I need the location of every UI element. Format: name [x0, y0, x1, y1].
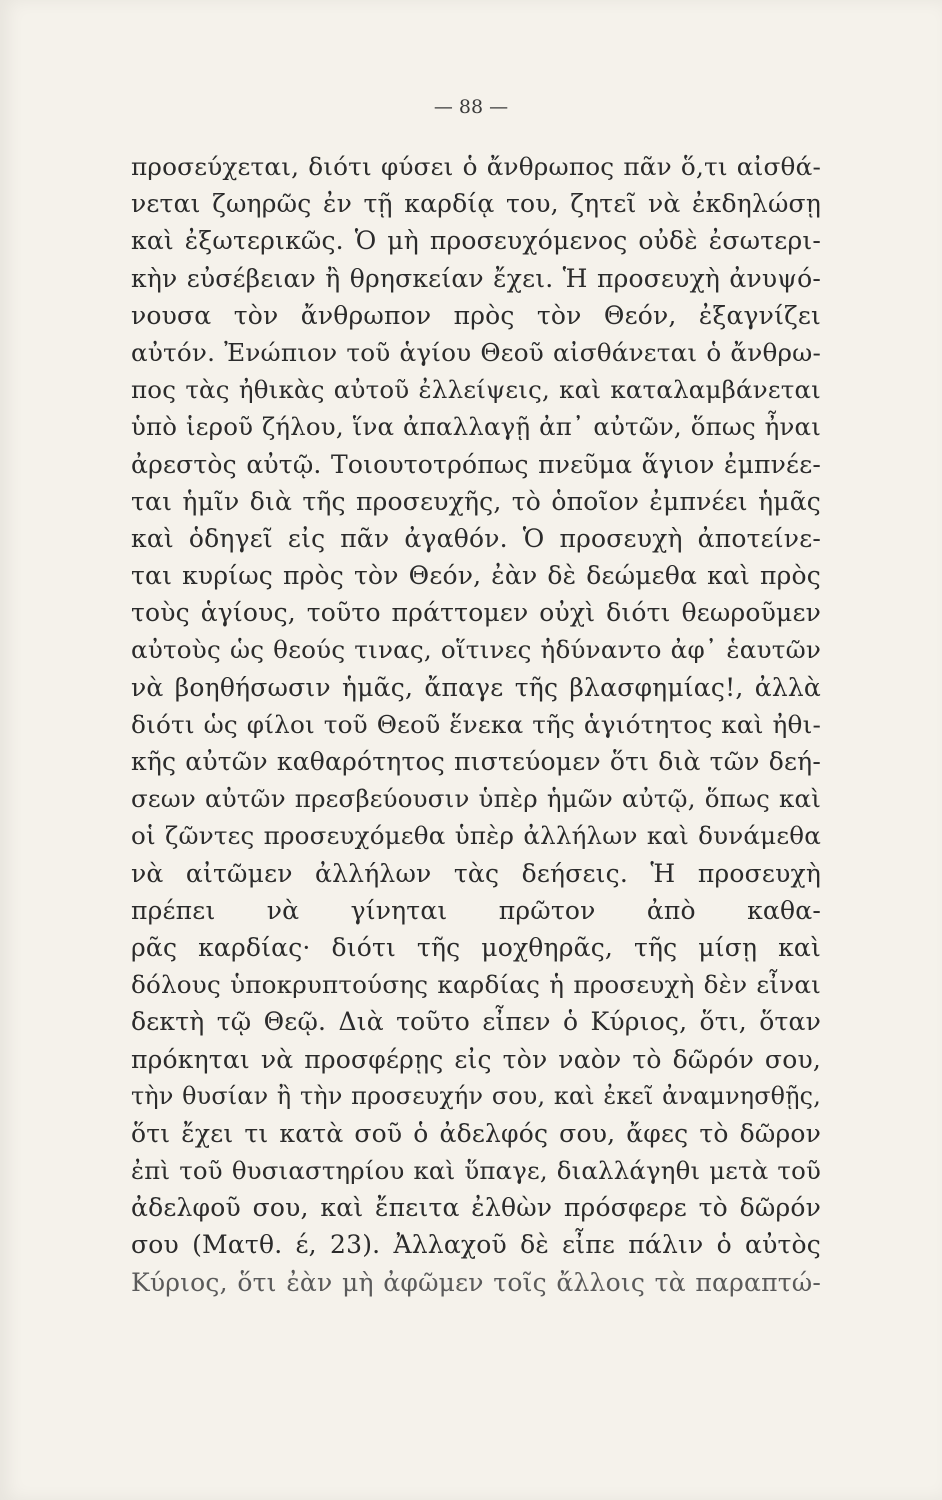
text-line: κὴν εὐσέβειαν ἢ θρησκείαν ἔχει. Ἡ προσευχὴ ἀνυψό-: [131, 263, 821, 293]
text-line: ται κυρίως πρὸς τὸν Θεόν, ἐὰν δὲ δεώμεθα καὶ πρὸς: [131, 561, 821, 591]
text-line: νεται ζωηρῶς ἐν τῇ καρδίᾳ του, ζητεῖ νὰ ἐκδηλώσῃ: [131, 189, 821, 219]
text-line: τὴν θυσίαν ἢ τὴν προσευχήν σου, καὶ ἐκεῖ ἀναμνησθῇς,: [131, 1081, 821, 1110]
text-line: σεων αὐτῶν πρεσβεύουσιν ὑπὲρ ἡμῶν αὐτῷ, ὅπως καὶ: [131, 784, 821, 814]
text-line: ρᾶς καρδίας· διότι τῆς μοχθηρᾶς, τῆς μίσῃ καὶ: [131, 932, 821, 962]
body-text: [131, 148, 821, 1301]
text-line: οἱ ζῶντες προσευχόμεθα ὑπὲρ ἀλλήλων καὶ δυνάμεθα: [131, 821, 821, 851]
text-line: σου (Ματθ. έ, 23). Ἀλλαχοῦ δὲ εἶπε πάλιν ὁ αὐτὸς: [131, 1230, 821, 1260]
text-line: νουσα τὸν ἄνθρωπον πρὸς τὸν Θεόν, ἐξαγνίζει: [131, 300, 821, 330]
text-line: αὐτοὺς ὡς θεούς τινας, οἵτινες ἠδύναντο ἀφ᾽ ἑαυτῶν: [131, 635, 821, 665]
text-line: ἐπὶ τοῦ θυσιαστηρίου καὶ ὕπαγε, διαλλάγηθι μετὰ τοῦ: [131, 1156, 821, 1186]
text-line: καὶ ἐξωτερικῶς. Ὁ μὴ προσευχόμενος οὐδὲ ἐσωτερι-: [131, 226, 821, 256]
text-line: δεκτὴ τῷ Θεῷ. Διὰ τοῦτο εἶπεν ὁ Κύριος, ὅτι, ὅταν: [131, 1007, 821, 1037]
text-line: διότι ὡς φίλοι τοῦ Θεοῦ ἕνεκα τῆς ἁγιότητος καὶ ἠθι-: [131, 709, 821, 739]
text-line: αὐτόν. Ἐνώπιον τοῦ ἁγίου Θεοῦ αἰσθάνεται ὁ ἄνθρω-: [131, 337, 821, 367]
text-line: πρέπει νὰ γίνηται πρῶτον ἀπὸ καθα-: [131, 895, 821, 925]
text-line: πος τὰς ἠθικὰς αὐτοῦ ἐλλείψεις, καὶ καταλαμβάνεται: [131, 375, 821, 405]
text-line: ται ἡμῖν διὰ τῆς προσευχῆς, τὸ ὁποῖον ἐμπνέει ἡμᾶς: [131, 486, 821, 516]
text-line: τοὺς ἁγίους, τοῦτο πράττομεν οὐχὶ διότι θεωροῦμεν: [131, 598, 821, 628]
text-line: δόλους ὑποκρυπτούσης καρδίας ἡ προσευχὴ δὲν εἶναι: [131, 970, 821, 1000]
text-line: καὶ ὁδηγεῖ εἰς πᾶν ἀγαθόν. Ὁ προσευχὴ ἀποτείνε-: [131, 523, 821, 553]
text-line: πρόκηται νὰ προσφέρῃς εἰς τὸν ναὸν τὸ δῶρόν σου,: [131, 1044, 821, 1074]
text-line: προσεύχεται, διότι φύσει ὁ ἄνθρωπος πᾶν ὅ,τι αἰσθά-: [131, 152, 821, 181]
page-number: — 88 —: [433, 96, 509, 118]
text-line: νὰ αἰτῶμεν ἀλλήλων τὰς δεήσεις. Ἡ προσευχὴ: [131, 858, 821, 888]
text-line: Κύριος, ὅτι ἐὰν μὴ ἀφῶμεν τοῖς ἄλλοις τὰ παραπτώ-: [131, 1267, 821, 1297]
text-line: ἀδελφοῦ σου, καὶ ἔπειτα ἐλθὼν πρόσφερε τὸ δῶρόν: [131, 1193, 821, 1223]
text-line: ὑπὸ ἱεροῦ ζήλου, ἵνα ἀπαλλαγῇ ἀπ᾽ αὐτῶν, ὅπως ἦναι: [131, 412, 821, 442]
text-line: ὅτι ἔχει τι κατὰ σοῦ ὁ ἀδελφός σου, ἄφες τὸ δῶρον: [131, 1118, 821, 1148]
text-line: ἀρεστὸς αὐτῷ. Τοιουτοτρόπως πνεῦμα ἅγιον ἐμπνέε-: [131, 449, 821, 479]
text-line: νὰ βοηθήσωσιν ἡμᾶς, ἄπαγε τῆς βλασφημίας!, ἀλλὰ: [131, 672, 821, 702]
text-line: κῆς αὐτῶν καθαρότητος πιστεύομεν ὅτι διὰ τῶν δεή-: [131, 747, 821, 776]
